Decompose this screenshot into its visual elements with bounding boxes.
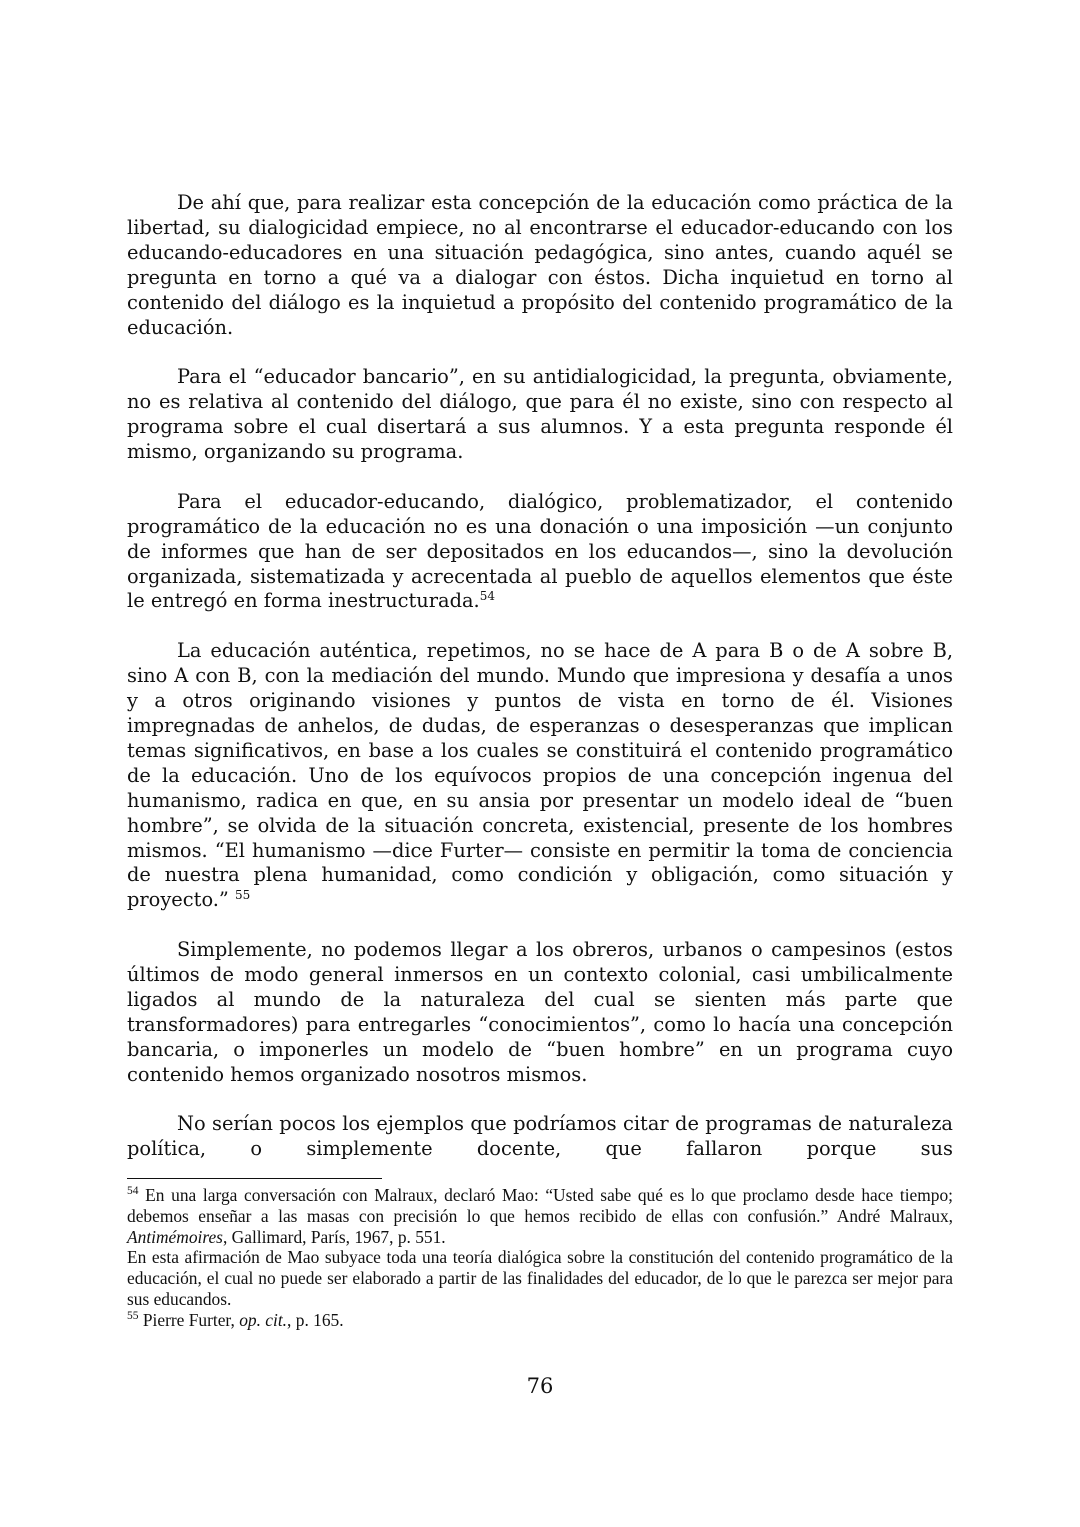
footnote-text: , p. 165. xyxy=(287,1309,344,1330)
footnote-work-title: op. cit. xyxy=(239,1309,288,1330)
paragraph-3 xyxy=(127,490,953,615)
paragraph-text: De ahí que, para realizar esta concepción de la educación como práctica de la libertad, su dialogicidad empiece, no al encontrarse el educador-educando con los educando-educadores en una situación pedagógica, sino antes, cuando aquél se pregunta en torno a qué va a dialogar con éstos. Dicha inquietud en torno al contenido del diálogo es la inquietud a propósito del contenido programático de la educación. xyxy=(127,191,953,339)
paragraph-text: No serían pocos los ejemplos que podríamos citar de programas de naturaleza política, o simplemente docente, que fallaron porque sus xyxy=(127,1112,953,1161)
body-text xyxy=(127,191,953,1162)
footnote-text: Pierre Furter, xyxy=(138,1309,240,1330)
footnote-54-continuation xyxy=(127,1247,953,1309)
footnote-reference-54[interactable]: 54 xyxy=(479,589,496,604)
footnote-text: En una larga conversación con Malraux, declaró Mao: “Usted sabe qué es lo que proclamo desde hace tiempo; debemos enseñar a las masas con precisión lo que hemos recibido de ellas con confusión.” André Malraux, xyxy=(127,1185,953,1226)
paragraph-4 xyxy=(127,639,953,913)
footnote-work-title: Antimémoires xyxy=(127,1226,223,1247)
footnotes xyxy=(127,1185,953,1331)
footnote-separator xyxy=(127,1178,382,1179)
footnote-55 xyxy=(127,1310,953,1331)
paragraph-text: Simplemente, no podemos llegar a los obreros, urbanos o campesinos (estos últimos de modo general inmersos en un contexto colonial, casi umbilicalmente ligados al mundo de la naturaleza del cual se sienten más parte que transformadores) para entregarles “conocimientos”, como lo hacía una concepción bancaria, o imponerles un modelo de “buen hombre” en un programa cuyo contenido hemos organizado nosotros mismos. xyxy=(127,938,953,1086)
paragraph-text: Para el “educador bancario”, en su antidialogicidad, la pregunta, obviamente, no es relativa al contenido del diálogo, que para él no existe, sino con respecto al programa sobre el cual disertará a sus alumnos. Y a esta pregunta responde él mismo, organizando su programa. xyxy=(127,365,953,464)
footnote-text: En esta afirmación de Mao subyace toda una teoría dialógica sobre la constitución del contenido programático de la educación, el cual no puede ser elaborado a partir de las finalidades del educador, de lo que le parezca ser mejor para sus educandos. xyxy=(127,1247,953,1309)
footnote-reference-55[interactable]: 55 xyxy=(235,888,251,903)
paragraph-5 xyxy=(127,938,953,1087)
paragraph-text: Para el educador-educando, dialógico, problematizador, el contenido programático de la educación no es una donación o una imposición —un conjunto de informes que han de ser depositados en los educandos—, sino la devolución organizada, sistematizada y acrecentada al pueblo de aquellos elementos que éste le entregó en forma inestructurada. xyxy=(127,489,953,613)
paragraph-6 xyxy=(127,1112,953,1162)
footnote-number: 54 xyxy=(127,1185,139,1197)
page-number: 76 xyxy=(526,1374,554,1398)
paragraph-2 xyxy=(127,365,953,465)
footnote-54 xyxy=(127,1185,953,1247)
paragraph-text: La educación auténtica, repetimos, no se hace de A para B o de A sobre B, sino A con B, con la mediación del mundo. Mundo que impresiona y desafía a unos y a otros originando visiones y puntos de vista en torno de él. Visiones impregnadas de anhelos, de dudas, de esperanzas o desesperanzas que implican temas significativos, en base a los cuales se constituirá el contenido programático de la educación. Uno de los equívocos propios de una concepción ingenua del humanismo, radica en que, en su ansia por presentar un modelo ideal de “buen hombre”, se olvida de la situación concreta, existencial, presente de los hombres mismos. “El humanismo —dice Furter— consiste en permitir la toma de conciencia de nuestra plena humanidad, como condición y obligación, como situación y proyecto.” xyxy=(127,639,953,912)
footnote-number: 55 xyxy=(127,1309,139,1322)
paragraph-1 xyxy=(127,191,953,340)
footnote-text: , Gallimard, París, 1967, p. 551. xyxy=(222,1226,446,1247)
